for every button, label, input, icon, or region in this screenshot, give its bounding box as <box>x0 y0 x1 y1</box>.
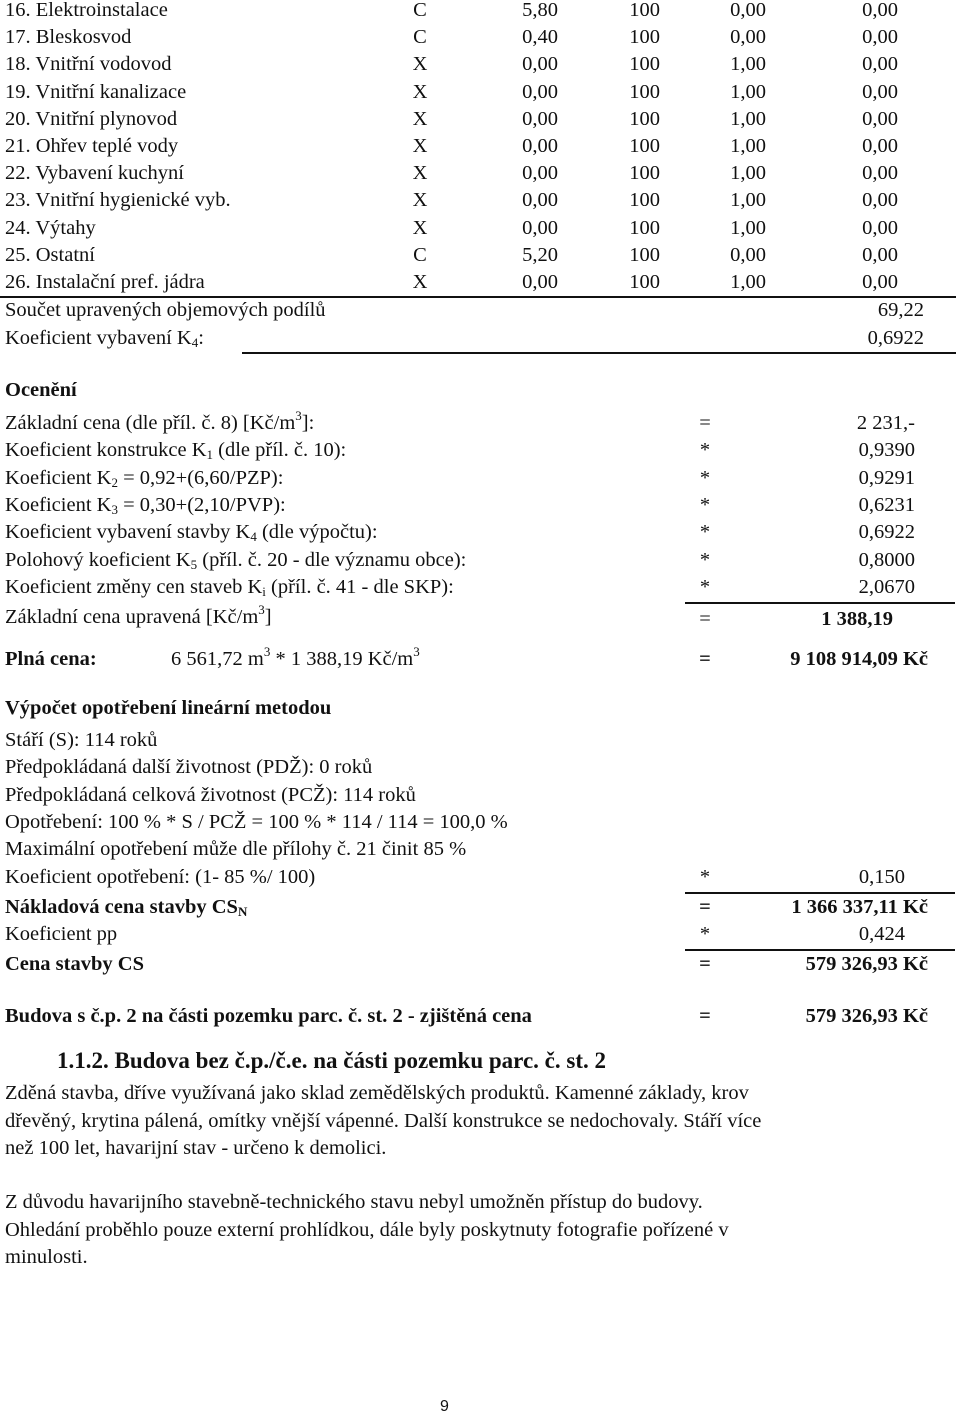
cell-v3: 0,00 <box>730 243 766 266</box>
cell-code: X <box>412 189 428 212</box>
table-row <box>0 187 960 214</box>
oceneni-row-operator: = <box>699 412 711 434</box>
upravena-value: 1 388,19 <box>821 608 893 630</box>
cell-name: 20. Vnitřní plynovod <box>5 107 178 130</box>
plna-formula: 6 561,72 $m^3 * 1$ 388,19 $Kč/m^3$ <box>171 644 420 670</box>
table-row <box>0 133 960 160</box>
k4-bottom-rule <box>242 352 956 354</box>
cell-v2: 100 <box>629 189 660 212</box>
koef-opot-op: * <box>699 866 711 888</box>
oceneni-row-value: 0,9291 <box>858 466 915 489</box>
cena-stavby-label: Cena stavby CS <box>5 953 144 975</box>
upravena-op: = <box>699 608 711 630</box>
table-row <box>0 0 960 24</box>
cell-v3: 1,00 <box>730 53 766 76</box>
cell-code: C <box>413 0 427 21</box>
opotrebeni-line: Maximální opotřebení může dle přílohy č. 21 činit 85 % <box>5 838 467 861</box>
budova-total-op: = <box>699 1005 711 1027</box>
naklad-op: = <box>699 896 711 918</box>
cell-code: X <box>412 80 428 103</box>
table-row <box>0 24 960 51</box>
cell-v4: 0,00 <box>862 107 898 130</box>
cell-v3: 1,00 <box>730 107 766 130</box>
cell-code: X <box>412 271 428 293</box>
cell-v4: 0,00 <box>862 216 898 239</box>
cell-v2: 100 <box>629 135 660 157</box>
oceneni-row-operator: * <box>699 548 711 571</box>
upravena-label: Základní cena upravená $[Kč/m^3]$ <box>5 602 272 628</box>
oceneni-row-operator: * <box>699 575 711 598</box>
table-row <box>0 79 960 106</box>
cell-v4: 0,00 <box>862 162 898 185</box>
opotrebeni-line: Předpokládaná celková životnost (PCŽ): 114 roků <box>5 783 416 806</box>
cell-v3: 0,00 <box>730 26 766 49</box>
cell-v2: 100 <box>629 243 660 266</box>
cell-v1: 0,40 <box>522 26 558 49</box>
oceneni-row-operator: * <box>699 521 711 544</box>
cell-v3: 1,00 <box>730 80 766 103</box>
paragraph-line: Z důvodu havarijního stavebně-technického stavu nebyl umožněn přístup do budovy. <box>5 1191 703 1213</box>
cell-name: 26. Instalační pref. jádra <box>5 271 205 293</box>
cell-name: 19. Vnitřní kanalizace <box>5 80 187 103</box>
cell-v4: 0,00 <box>862 0 898 21</box>
cell-v2: 100 <box>629 53 660 76</box>
cell-v2: 100 <box>629 271 660 293</box>
cell-v2: 100 <box>629 80 660 103</box>
cell-name: 16. Elektroinstalace <box>5 0 168 21</box>
koef-opot-value: 0,150 <box>858 866 905 888</box>
cena-stavby-op: = <box>699 953 711 975</box>
sum-value: 69,22 <box>877 299 924 321</box>
cell-v3: 1,00 <box>730 189 766 212</box>
paragraph-line: dřevěný, krytina pálená, omítky vnější vápenné. Další konstrukce se nedochovaly. Stáří více <box>5 1109 762 1132</box>
naklad-value: 1 366 337,11 Kč <box>791 896 928 918</box>
oceneni-row-value: 2,0670 <box>858 575 915 598</box>
cell-v2: 100 <box>629 216 660 239</box>
table-row <box>0 215 960 242</box>
naklad-label: Nákladová cena stavby $CS_N$ <box>5 896 248 919</box>
oceneni-row-value: 0,6922 <box>858 521 915 544</box>
cell-name: 23. Vnitřní hygienické vyb. <box>5 189 231 212</box>
oceneni-row-value: 0,9390 <box>858 439 915 462</box>
oceneni-row-label: Koeficient $K_3 = 0,30+(2,10/PVP)$: <box>5 493 286 517</box>
oceneni-row-operator: * <box>699 439 711 462</box>
cell-code: X <box>412 216 428 239</box>
cell-v3: 0,00 <box>730 0 766 21</box>
cell-v3: 1,00 <box>730 135 766 157</box>
cell-name: 21. Ohřev teplé vody <box>5 135 179 157</box>
cell-code: X <box>412 135 428 157</box>
k4-value: 0,6922 <box>867 327 924 349</box>
cena-stavby-value: 579 326,93 Kč <box>805 953 928 975</box>
cell-v2: 100 <box>629 0 660 21</box>
paragraph-line: Ohledání proběhlo pouze externí prohlídkou, dále byly poskytnuty fotografie pořízené v <box>5 1218 729 1241</box>
opotrebeni-heading: Výpočet opotřebení lineární metodou <box>5 697 332 719</box>
paragraph-line: minulosti. <box>5 1246 88 1268</box>
plna-label: Plná cena: <box>5 648 97 670</box>
oceneni-row-value: 0,8000 <box>858 548 915 571</box>
cell-name: 18. Vnitřní vodovod <box>5 53 172 76</box>
opotrebeni-line: Opotřebení: 100 % * S / PCŽ = 100 % * 114 / 114 = 100,0 % <box>5 810 508 833</box>
opotrebeni-line: Předpokládaná další životnost (PDŽ): 0 roků <box>5 756 373 779</box>
cell-name: 25. Ostatní <box>5 243 95 266</box>
cell-v4: 0,00 <box>862 53 898 76</box>
table-row <box>0 269 960 296</box>
oceneni-row-operator: * <box>699 466 711 489</box>
cell-v3: 1,00 <box>730 216 766 239</box>
cell-v1: 0,00 <box>522 162 558 185</box>
oceneni-row-value: 2 231,- <box>856 412 915 434</box>
koef-opot-label: Koeficient opotřebení: (1- 85 %/ 100) <box>5 866 316 888</box>
cell-v1: 5,80 <box>522 0 558 21</box>
cell-code: C <box>413 243 427 266</box>
oceneni-row-label: Koeficient změny cen staveb $K_i$ (příl. č. 41 - dle SKP): <box>5 575 454 599</box>
pp-label: Koeficient pp <box>5 923 118 945</box>
oceneni-row-label: Koeficient konstrukce $K_1$ (dle příl. č. 10): <box>5 439 347 463</box>
oceneni-row-value: 0,6231 <box>858 493 915 516</box>
cell-v4: 0,00 <box>862 135 898 157</box>
cell-v1: 0,00 <box>522 216 558 239</box>
cell-v2: 100 <box>629 107 660 130</box>
cell-code: X <box>412 53 428 76</box>
cell-v1: 0,00 <box>522 53 558 76</box>
oceneni-row-operator: * <box>699 493 711 516</box>
cell-code: X <box>412 107 428 130</box>
k4-label: Koeficient vybavení $K_4$: <box>5 327 204 350</box>
paragraph-line: než 100 let, havarijní stav - určeno k demolici. <box>5 1137 387 1159</box>
cell-v1: 0,00 <box>522 271 558 293</box>
cell-v1: 0,00 <box>522 107 558 130</box>
plna-value: 9 108 914,09 Kč <box>790 648 928 670</box>
opotrebeni-line: Stáří (S): 114 roků <box>5 729 158 751</box>
paragraph-line: Zděná stavba, dříve využívaná jako sklad zemědělských produktů. Kamenné základy, krov <box>5 1082 749 1104</box>
cell-v4: 0,00 <box>862 189 898 212</box>
cell-v4: 0,00 <box>862 271 898 293</box>
cell-v1: 5,20 <box>522 243 558 266</box>
oceneni-heading: Ocenění <box>5 379 77 401</box>
cell-v1: 0,00 <box>522 80 558 103</box>
oceneni-row-label: Koeficient $K_2 = 0,92+(6,60/PZP)$: <box>5 466 284 490</box>
cell-code: X <box>412 162 428 185</box>
table-row <box>0 160 960 187</box>
page-number: 9 <box>440 1398 449 1415</box>
cell-name: 17. Bleskosvod <box>5 26 132 49</box>
cell-name: 22. Vybavení kuchyní <box>5 162 184 185</box>
cell-v4: 0,00 <box>862 26 898 49</box>
table-row <box>0 106 960 133</box>
cell-v3: 1,00 <box>730 162 766 185</box>
pp-op: * <box>699 923 711 945</box>
oceneni-row-label: Polohový koeficient $K_5$ (příl. č. 20 - dle významu obce): <box>5 548 467 572</box>
cell-v3: 1,00 <box>730 271 766 293</box>
cell-v4: 0,00 <box>862 243 898 266</box>
budova-total-value: 579 326,93 Kč <box>805 1005 928 1027</box>
cell-v2: 100 <box>629 26 660 49</box>
oceneni-row-label: Základní cena (dle příl. č. 8) $[Kč/m^3]$: <box>5 408 315 434</box>
table-row <box>0 242 960 269</box>
cell-v2: 100 <box>629 162 660 185</box>
section-heading: 1.1.2. Budova bez č.p./č.e. na části pozemku parc. č. st. 2 <box>57 1048 607 1073</box>
oceneni-rule <box>685 602 955 604</box>
cell-name: 24. Výtahy <box>5 216 96 239</box>
cell-v4: 0,00 <box>862 80 898 103</box>
oceneni-row-label: Koeficient vybavení stavby $K_4$ (dle výpočtu): <box>5 521 378 545</box>
plna-op: = <box>699 648 711 670</box>
table-row <box>0 51 960 78</box>
cell-code: C <box>413 26 427 49</box>
budova-total-label: Budova s č.p. 2 na části pozemku parc. č. st. 2 - zjištěná cena <box>5 1005 532 1027</box>
sum-label: Součet upravených objemových podílů <box>5 299 326 321</box>
pp-value: 0,424 <box>858 923 905 945</box>
cell-v1: 0,00 <box>522 189 558 212</box>
cell-v1: 0,00 <box>522 135 558 157</box>
